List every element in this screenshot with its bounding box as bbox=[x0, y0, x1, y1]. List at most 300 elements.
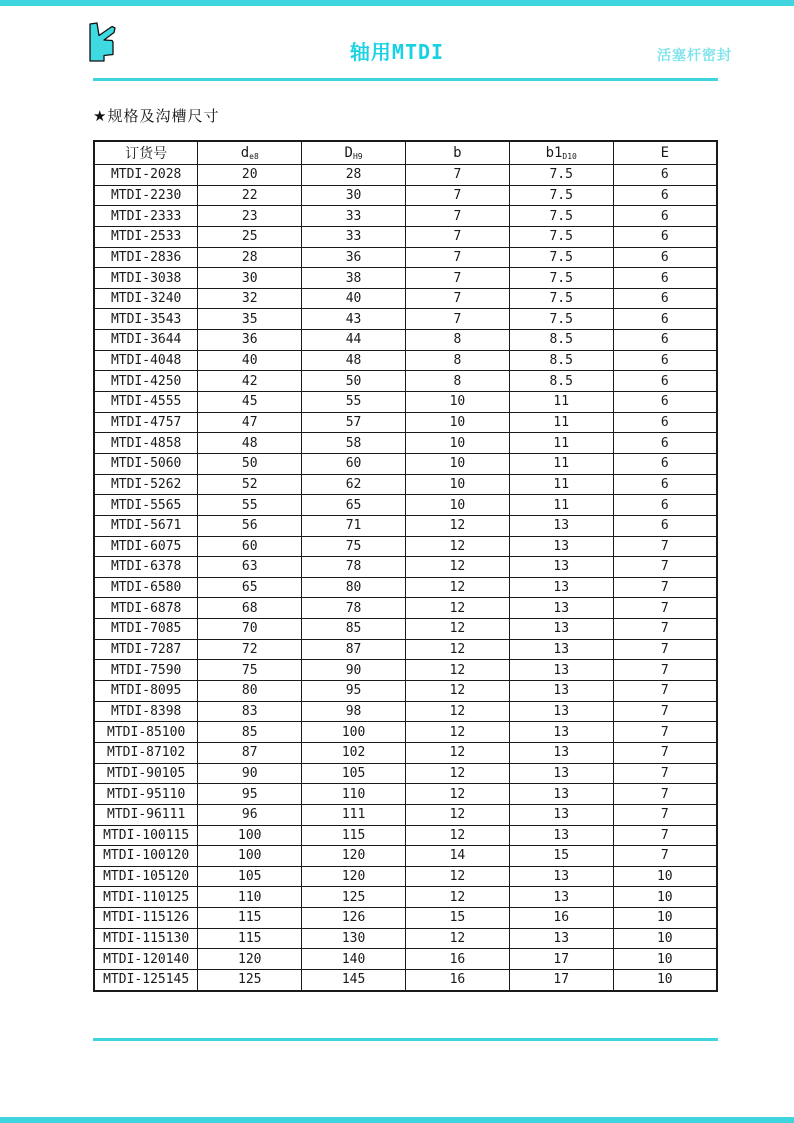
value-cell: 110 bbox=[198, 887, 302, 908]
value-cell: 105 bbox=[198, 866, 302, 887]
value-cell: 7 bbox=[405, 288, 509, 309]
order-number-cell: MTDI-2028 bbox=[94, 165, 198, 186]
order-number-cell: MTDI-105120 bbox=[94, 866, 198, 887]
value-cell: 7 bbox=[613, 763, 717, 784]
value-cell: 6 bbox=[613, 330, 717, 351]
value-cell: 7 bbox=[405, 268, 509, 289]
value-cell: 6 bbox=[613, 165, 717, 186]
footer-divider bbox=[93, 1038, 718, 1041]
order-number-cell: MTDI-100115 bbox=[94, 825, 198, 846]
order-number-cell: MTDI-95110 bbox=[94, 784, 198, 805]
order-number-cell: MTDI-87102 bbox=[94, 742, 198, 763]
table-row bbox=[94, 557, 717, 578]
order-number-cell: MTDI-3644 bbox=[94, 330, 198, 351]
order-number-cell: MTDI-85100 bbox=[94, 722, 198, 743]
spec-table-body bbox=[94, 165, 717, 992]
value-cell: 6 bbox=[613, 515, 717, 536]
header-divider bbox=[93, 78, 718, 81]
value-cell: 111 bbox=[302, 804, 406, 825]
value-cell: 13 bbox=[509, 928, 613, 949]
value-cell: 22 bbox=[198, 185, 302, 206]
value-cell: 8.5 bbox=[509, 371, 613, 392]
value-cell: 78 bbox=[302, 598, 406, 619]
value-cell: 15 bbox=[405, 908, 509, 929]
column-header-订货号: 订货号 bbox=[94, 141, 198, 165]
value-cell: 87 bbox=[302, 639, 406, 660]
value-cell: 65 bbox=[198, 577, 302, 598]
table-row bbox=[94, 495, 717, 516]
order-number-cell: MTDI-5565 bbox=[94, 495, 198, 516]
value-cell: 58 bbox=[302, 433, 406, 454]
value-cell: 7 bbox=[405, 309, 509, 330]
order-number-cell: MTDI-115126 bbox=[94, 908, 198, 929]
page-top-accent-band bbox=[0, 0, 794, 6]
value-cell: 13 bbox=[509, 557, 613, 578]
value-cell: 7 bbox=[613, 577, 717, 598]
table-row bbox=[94, 206, 717, 227]
value-cell: 125 bbox=[302, 887, 406, 908]
order-number-cell: MTDI-115130 bbox=[94, 928, 198, 949]
value-cell: 11 bbox=[509, 412, 613, 433]
value-cell: 12 bbox=[405, 825, 509, 846]
table-row bbox=[94, 598, 717, 619]
value-cell: 43 bbox=[302, 309, 406, 330]
value-cell: 15 bbox=[509, 846, 613, 867]
value-cell: 120 bbox=[198, 949, 302, 970]
value-cell: 6 bbox=[613, 226, 717, 247]
order-number-cell: MTDI-4757 bbox=[94, 412, 198, 433]
value-cell: 13 bbox=[509, 722, 613, 743]
value-cell: 8.5 bbox=[509, 330, 613, 351]
value-cell: 13 bbox=[509, 619, 613, 640]
order-number-cell: MTDI-4555 bbox=[94, 392, 198, 413]
value-cell: 80 bbox=[302, 577, 406, 598]
value-cell: 7 bbox=[613, 598, 717, 619]
value-cell: 87 bbox=[198, 742, 302, 763]
value-cell: 13 bbox=[509, 536, 613, 557]
table-row bbox=[94, 784, 717, 805]
value-cell: 7 bbox=[613, 557, 717, 578]
value-cell: 10 bbox=[405, 495, 509, 516]
spec-table-header bbox=[94, 141, 717, 165]
value-cell: 10 bbox=[613, 928, 717, 949]
value-cell: 12 bbox=[405, 742, 509, 763]
order-number-cell: MTDI-125145 bbox=[94, 969, 198, 991]
value-cell: 100 bbox=[198, 846, 302, 867]
value-cell: 7.5 bbox=[509, 268, 613, 289]
value-cell: 7.5 bbox=[509, 165, 613, 186]
value-cell: 90 bbox=[198, 763, 302, 784]
value-cell: 10 bbox=[613, 969, 717, 991]
value-cell: 10 bbox=[613, 866, 717, 887]
table-row bbox=[94, 887, 717, 908]
value-cell: 12 bbox=[405, 928, 509, 949]
value-cell: 62 bbox=[302, 474, 406, 495]
page-title: 轴用MTDI bbox=[349, 40, 445, 64]
value-cell: 33 bbox=[302, 206, 406, 227]
table-row bbox=[94, 908, 717, 929]
value-cell: 12 bbox=[405, 722, 509, 743]
value-cell: 6 bbox=[613, 392, 717, 413]
order-number-cell: MTDI-90105 bbox=[94, 763, 198, 784]
value-cell: 50 bbox=[198, 453, 302, 474]
value-cell: 7 bbox=[405, 185, 509, 206]
table-row bbox=[94, 309, 717, 330]
value-cell: 8 bbox=[405, 330, 509, 351]
value-cell: 7 bbox=[405, 247, 509, 268]
value-cell: 140 bbox=[302, 949, 406, 970]
value-cell: 30 bbox=[198, 268, 302, 289]
value-cell: 17 bbox=[509, 969, 613, 991]
order-number-cell: MTDI-2533 bbox=[94, 226, 198, 247]
order-number-cell: MTDI-2333 bbox=[94, 206, 198, 227]
value-cell: 12 bbox=[405, 887, 509, 908]
table-row bbox=[94, 660, 717, 681]
table-row bbox=[94, 288, 717, 309]
table-row bbox=[94, 619, 717, 640]
value-cell: 72 bbox=[198, 639, 302, 660]
value-cell: 12 bbox=[405, 577, 509, 598]
value-cell: 13 bbox=[509, 701, 613, 722]
value-cell: 7 bbox=[405, 226, 509, 247]
order-number-cell: MTDI-8398 bbox=[94, 701, 198, 722]
value-cell: 47 bbox=[198, 412, 302, 433]
table-row bbox=[94, 681, 717, 702]
value-cell: 11 bbox=[509, 474, 613, 495]
value-cell: 13 bbox=[509, 515, 613, 536]
table-row bbox=[94, 226, 717, 247]
order-number-cell: MTDI-2230 bbox=[94, 185, 198, 206]
value-cell: 13 bbox=[509, 887, 613, 908]
value-cell: 7.5 bbox=[509, 185, 613, 206]
table-row bbox=[94, 949, 717, 970]
value-cell: 10 bbox=[405, 453, 509, 474]
value-cell: 6 bbox=[613, 433, 717, 454]
value-cell: 75 bbox=[198, 660, 302, 681]
table-row bbox=[94, 866, 717, 887]
column-header-subscript: e8 bbox=[249, 152, 259, 161]
table-row bbox=[94, 330, 717, 351]
value-cell: 33 bbox=[302, 226, 406, 247]
value-cell: 38 bbox=[302, 268, 406, 289]
value-cell: 36 bbox=[302, 247, 406, 268]
order-number-cell: MTDI-3543 bbox=[94, 309, 198, 330]
value-cell: 6 bbox=[613, 288, 717, 309]
value-cell: 13 bbox=[509, 804, 613, 825]
value-cell: 40 bbox=[302, 288, 406, 309]
value-cell: 115 bbox=[198, 908, 302, 929]
value-cell: 28 bbox=[302, 165, 406, 186]
table-row bbox=[94, 474, 717, 495]
value-cell: 7.5 bbox=[509, 309, 613, 330]
value-cell: 57 bbox=[302, 412, 406, 433]
value-cell: 6 bbox=[613, 206, 717, 227]
value-cell: 10 bbox=[405, 433, 509, 454]
order-number-cell: MTDI-2836 bbox=[94, 247, 198, 268]
order-number-cell: MTDI-4250 bbox=[94, 371, 198, 392]
order-number-cell: MTDI-3038 bbox=[94, 268, 198, 289]
value-cell: 7 bbox=[613, 681, 717, 702]
value-cell: 8 bbox=[405, 350, 509, 371]
value-cell: 55 bbox=[302, 392, 406, 413]
value-cell: 70 bbox=[198, 619, 302, 640]
value-cell: 6 bbox=[613, 309, 717, 330]
value-cell: 10 bbox=[405, 474, 509, 495]
value-cell: 85 bbox=[302, 619, 406, 640]
value-cell: 90 bbox=[302, 660, 406, 681]
table-row bbox=[94, 825, 717, 846]
value-cell: 68 bbox=[198, 598, 302, 619]
value-cell: 11 bbox=[509, 433, 613, 454]
value-cell: 96 bbox=[198, 804, 302, 825]
value-cell: 14 bbox=[405, 846, 509, 867]
value-cell: 13 bbox=[509, 577, 613, 598]
value-cell: 12 bbox=[405, 804, 509, 825]
value-cell: 6 bbox=[613, 453, 717, 474]
value-cell: 10 bbox=[613, 949, 717, 970]
value-cell: 11 bbox=[509, 453, 613, 474]
category-label: 活塞杆密封 bbox=[657, 47, 732, 63]
order-number-cell: MTDI-6580 bbox=[94, 577, 198, 598]
value-cell: 6 bbox=[613, 185, 717, 206]
value-cell: 75 bbox=[302, 536, 406, 557]
table-row bbox=[94, 742, 717, 763]
value-cell: 145 bbox=[302, 969, 406, 991]
value-cell: 12 bbox=[405, 763, 509, 784]
order-number-cell: MTDI-5671 bbox=[94, 515, 198, 536]
table-row bbox=[94, 969, 717, 991]
value-cell: 71 bbox=[302, 515, 406, 536]
order-number-cell: MTDI-6075 bbox=[94, 536, 198, 557]
value-cell: 44 bbox=[302, 330, 406, 351]
section-title: ★规格及沟槽尺寸 bbox=[93, 108, 220, 125]
value-cell: 115 bbox=[302, 825, 406, 846]
value-cell: 100 bbox=[302, 722, 406, 743]
value-cell: 83 bbox=[198, 701, 302, 722]
table-row bbox=[94, 639, 717, 660]
value-cell: 12 bbox=[405, 660, 509, 681]
order-number-cell: MTDI-4048 bbox=[94, 350, 198, 371]
value-cell: 7.5 bbox=[509, 206, 613, 227]
table-row bbox=[94, 453, 717, 474]
value-cell: 115 bbox=[198, 928, 302, 949]
value-cell: 12 bbox=[405, 557, 509, 578]
value-cell: 78 bbox=[302, 557, 406, 578]
value-cell: 13 bbox=[509, 825, 613, 846]
table-row bbox=[94, 268, 717, 289]
value-cell: 28 bbox=[198, 247, 302, 268]
column-header-d: $d_{e8}$ bbox=[198, 141, 302, 165]
column-header-b1: $b1_{D10}$ bbox=[509, 141, 613, 165]
value-cell: 13 bbox=[509, 784, 613, 805]
table-row bbox=[94, 577, 717, 598]
value-cell: 95 bbox=[302, 681, 406, 702]
value-cell: 102 bbox=[302, 742, 406, 763]
value-cell: 6 bbox=[613, 495, 717, 516]
order-number-cell: MTDI-5262 bbox=[94, 474, 198, 495]
value-cell: 8.5 bbox=[509, 350, 613, 371]
spec-table-header-row bbox=[94, 141, 717, 165]
order-number-cell: MTDI-96111 bbox=[94, 804, 198, 825]
value-cell: 12 bbox=[405, 866, 509, 887]
order-number-cell: MTDI-7590 bbox=[94, 660, 198, 681]
value-cell: 13 bbox=[509, 639, 613, 660]
value-cell: 36 bbox=[198, 330, 302, 351]
order-number-cell: MTDI-100120 bbox=[94, 846, 198, 867]
value-cell: 120 bbox=[302, 846, 406, 867]
value-cell: 16 bbox=[509, 908, 613, 929]
order-number-cell: MTDI-3240 bbox=[94, 288, 198, 309]
value-cell: 85 bbox=[198, 722, 302, 743]
value-cell: 10 bbox=[405, 392, 509, 413]
value-cell: 7 bbox=[613, 536, 717, 557]
spec-table bbox=[93, 140, 718, 992]
value-cell: 35 bbox=[198, 309, 302, 330]
value-cell: 52 bbox=[198, 474, 302, 495]
table-row bbox=[94, 371, 717, 392]
value-cell: 13 bbox=[509, 866, 613, 887]
value-cell: 98 bbox=[302, 701, 406, 722]
value-cell: 7 bbox=[613, 639, 717, 660]
value-cell: 6 bbox=[613, 247, 717, 268]
value-cell: 6 bbox=[613, 474, 717, 495]
value-cell: 100 bbox=[198, 825, 302, 846]
order-number-cell: MTDI-7085 bbox=[94, 619, 198, 640]
value-cell: 10 bbox=[613, 908, 717, 929]
value-cell: 65 bbox=[302, 495, 406, 516]
value-cell: 23 bbox=[198, 206, 302, 227]
value-cell: 95 bbox=[198, 784, 302, 805]
value-cell: 80 bbox=[198, 681, 302, 702]
table-row bbox=[94, 928, 717, 949]
value-cell: 25 bbox=[198, 226, 302, 247]
order-number-cell: MTDI-5060 bbox=[94, 453, 198, 474]
page-bottom-accent-band bbox=[0, 1117, 794, 1123]
value-cell: 130 bbox=[302, 928, 406, 949]
value-cell: 7 bbox=[405, 165, 509, 186]
value-cell: 48 bbox=[302, 350, 406, 371]
value-cell: 7.5 bbox=[509, 288, 613, 309]
value-cell: 6 bbox=[613, 412, 717, 433]
value-cell: 56 bbox=[198, 515, 302, 536]
value-cell: 11 bbox=[509, 495, 613, 516]
order-number-cell: MTDI-8095 bbox=[94, 681, 198, 702]
value-cell: 10 bbox=[613, 887, 717, 908]
order-number-cell: MTDI-110125 bbox=[94, 887, 198, 908]
value-cell: 45 bbox=[198, 392, 302, 413]
value-cell: 60 bbox=[198, 536, 302, 557]
value-cell: 12 bbox=[405, 515, 509, 536]
value-cell: 63 bbox=[198, 557, 302, 578]
value-cell: 13 bbox=[509, 598, 613, 619]
value-cell: 10 bbox=[405, 412, 509, 433]
value-cell: 12 bbox=[405, 598, 509, 619]
value-cell: 60 bbox=[302, 453, 406, 474]
table-row bbox=[94, 165, 717, 186]
value-cell: 13 bbox=[509, 763, 613, 784]
value-cell: 12 bbox=[405, 701, 509, 722]
value-cell: 50 bbox=[302, 371, 406, 392]
value-cell: 120 bbox=[302, 866, 406, 887]
table-row bbox=[94, 763, 717, 784]
value-cell: 6 bbox=[613, 268, 717, 289]
table-row bbox=[94, 247, 717, 268]
value-cell: 13 bbox=[509, 660, 613, 681]
value-cell: 7 bbox=[613, 784, 717, 805]
value-cell: 40 bbox=[198, 350, 302, 371]
table-row bbox=[94, 350, 717, 371]
value-cell: 6 bbox=[613, 350, 717, 371]
value-cell: 16 bbox=[405, 969, 509, 991]
value-cell: 7 bbox=[613, 701, 717, 722]
table-row bbox=[94, 185, 717, 206]
table-row bbox=[94, 804, 717, 825]
value-cell: 42 bbox=[198, 371, 302, 392]
table-row bbox=[94, 433, 717, 454]
value-cell: 12 bbox=[405, 639, 509, 660]
table-row bbox=[94, 846, 717, 867]
value-cell: 7 bbox=[613, 722, 717, 743]
table-row bbox=[94, 536, 717, 557]
value-cell: 55 bbox=[198, 495, 302, 516]
value-cell: 7 bbox=[613, 742, 717, 763]
value-cell: 30 bbox=[302, 185, 406, 206]
order-number-cell: MTDI-7287 bbox=[94, 639, 198, 660]
order-number-cell: MTDI-6878 bbox=[94, 598, 198, 619]
value-cell: 13 bbox=[509, 681, 613, 702]
order-number-cell: MTDI-6378 bbox=[94, 557, 198, 578]
value-cell: 48 bbox=[198, 433, 302, 454]
value-cell: 13 bbox=[509, 742, 613, 763]
value-cell: 125 bbox=[198, 969, 302, 991]
column-header-subscript: D10 bbox=[562, 152, 577, 161]
value-cell: 12 bbox=[405, 536, 509, 557]
table-row bbox=[94, 701, 717, 722]
table-row bbox=[94, 392, 717, 413]
order-number-cell: MTDI-120140 bbox=[94, 949, 198, 970]
value-cell: 20 bbox=[198, 165, 302, 186]
value-cell: 7.5 bbox=[509, 247, 613, 268]
value-cell: 17 bbox=[509, 949, 613, 970]
column-header-D: $D_{H9}$ bbox=[302, 141, 406, 165]
value-cell: 12 bbox=[405, 681, 509, 702]
value-cell: 7 bbox=[613, 660, 717, 681]
value-cell: 12 bbox=[405, 619, 509, 640]
column-header-b: b bbox=[405, 141, 509, 165]
value-cell: 7 bbox=[405, 206, 509, 227]
column-header-subscript: H9 bbox=[352, 152, 363, 161]
column-header-E: E bbox=[613, 141, 717, 165]
order-number-cell: MTDI-4858 bbox=[94, 433, 198, 454]
value-cell: 6 bbox=[613, 371, 717, 392]
table-row bbox=[94, 722, 717, 743]
table-row bbox=[94, 515, 717, 536]
value-cell: 126 bbox=[302, 908, 406, 929]
value-cell: 7 bbox=[613, 804, 717, 825]
value-cell: 110 bbox=[302, 784, 406, 805]
value-cell: 8 bbox=[405, 371, 509, 392]
value-cell: 7 bbox=[613, 825, 717, 846]
value-cell: 7.5 bbox=[509, 226, 613, 247]
value-cell: 11 bbox=[509, 392, 613, 413]
value-cell: 16 bbox=[405, 949, 509, 970]
value-cell: 32 bbox=[198, 288, 302, 309]
value-cell: 105 bbox=[302, 763, 406, 784]
value-cell: 7 bbox=[613, 846, 717, 867]
table-row bbox=[94, 412, 717, 433]
value-cell: 7 bbox=[613, 619, 717, 640]
value-cell: 12 bbox=[405, 784, 509, 805]
